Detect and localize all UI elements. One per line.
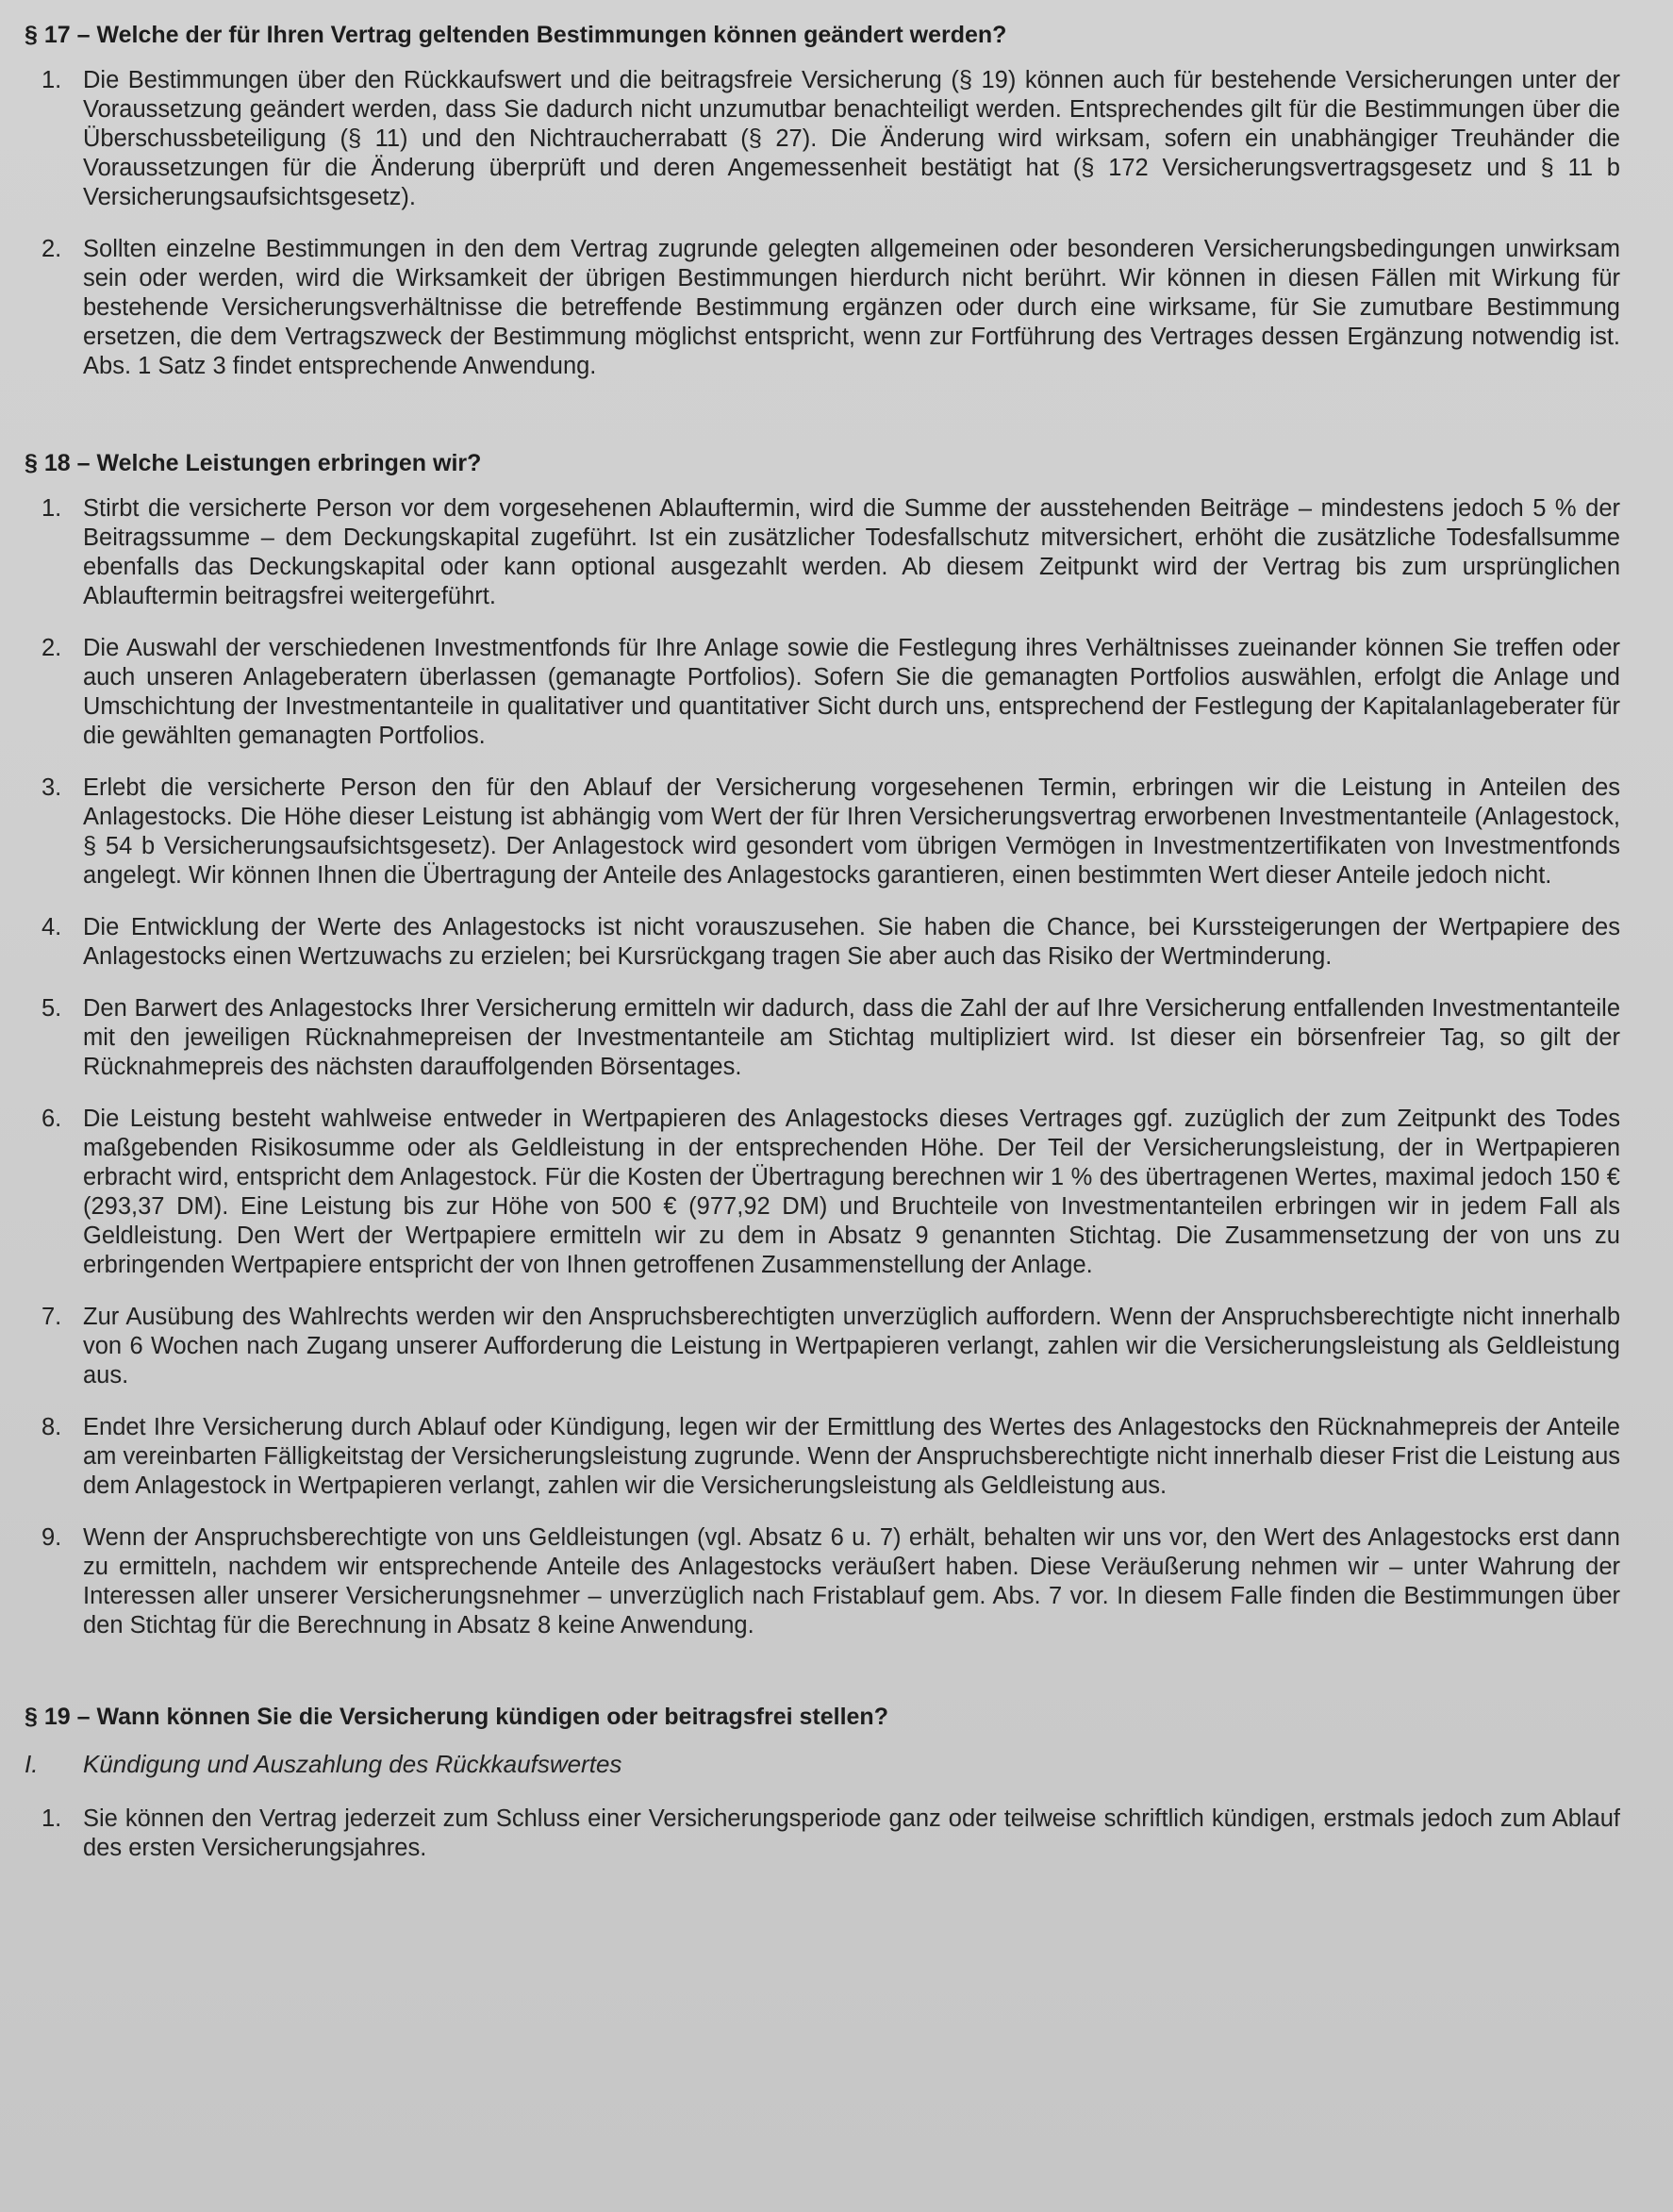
paragraph-number: 8.: [41, 1414, 62, 1440]
paragraph-number: 6.: [41, 1106, 62, 1132]
paragraph-text: Die Auswahl der verschiedenen Investmentfonds für Ihre Anlage sowie die Festlegung ihres Verhältnisses zueinander können Sie treffen oder auch unseren Anlageberatern überlassen (gemanagte Portfolios). Sofern Sie die gemanagten Portfolios auswählen, erfolgt die Anlage und Umschichtung der Investmentanteile in qualitativer und quantitativer Sicht durch uns, entsprechend der Festlegung der Kapitalanlageberater für die gewählten gemanagten Portfolios.: [83, 635, 1620, 749]
section-17: [25, 19, 1620, 381]
paragraph-text: Wenn der Anspruchsberechtigte von uns Geldleistungen (vgl. Absatz 6 u. 7) erhält, behalten wir uns vor, den Wert des Anlagestocks erst dann zu ermitteln, nachdem wir entsprechende Anteile des Anlagestocks veräußert haben. Diese Veräußerung nehmen wir – unter Wahrung der Interessen aller unserer Versicherungsnehmer – unverzüglich nach Fristablauf gem. Abs. 7 vor. In diesem Falle finden die Bestimmungen über den Stichtag für die Berechnung in Absatz 8 keine Anwendung.: [83, 1524, 1620, 1638]
paragraph-text: Die Leistung besteht wahlweise entweder in Wertpapieren des Anlagestocks dieses Vertrages ggf. zuzüglich der zum Zeitpunkt des Todes maßgebenden Risikosumme oder als Geldleistung in der entsprechenden Höhe. Der Teil der Versicherungsleistung, der in Wertpapieren erbracht wird, entspricht dem Anlagestock. Für die Kosten der Übertragung berechnen wir 1 % des übertragenen Wertes, maximal jedoch 150 € (293,37 DM). Eine Leistung bis zur Höhe von 500 € (977,92 DM) und Bruchteile von Investmentanteilen erbringen wir in jedem Fall als Geldleistung. Den Wert der Wertpapiere ermitteln wir zu dem in Absatz 9 genannten Stichtag. Die Zusammensetzung der von uns zu erbringenden Wertpapiere entspricht der von Ihnen getroffenen Zusammenstellung der Anlage.: [83, 1106, 1620, 1278]
paragraph-number: 3.: [41, 774, 62, 801]
paragraph: [25, 1413, 1620, 1501]
paragraph: [25, 913, 1620, 972]
section-title: § 18 – Welche Leistungen erbringen wir?: [25, 450, 482, 476]
paragraph: [25, 1303, 1620, 1390]
paragraph-text: Endet Ihre Versicherung durch Ablauf oder Kündigung, legen wir der Ermittlung des Wertes des Anlagestocks den Rücknahmepreis der Anteile am vereinbarten Fälligkeitstag der Versicherungsleistung zugrunde. Wenn der Anspruchsberechtigte nicht innerhalb dieser Frist die Leistung aus dem Anlagestock in Wertpapieren verlangt, zahlen wir die Versicherungsleistung als Geldleistung aus.: [83, 1414, 1620, 1499]
paragraph-number: 1.: [41, 1805, 62, 1832]
paragraph: [25, 1805, 1620, 1863]
paragraph-text: Zur Ausübung des Wahlrechts werden wir den Anspruchsberechtigten unverzüglich auffordern. Wenn der Anspruchsberechtigte nicht innerhalb von 6 Wochen nach Zugang unserer Aufforderung die Leistung in Wertpapieren verlangt, zahlen wir die Versicherungsleistung als Geldleistung aus.: [83, 1304, 1620, 1389]
paragraph-number: 2.: [41, 236, 62, 262]
paragraph-number: 9.: [41, 1524, 62, 1551]
paragraph-number: 1.: [41, 67, 62, 93]
paragraph-number: 7.: [41, 1304, 62, 1330]
paragraph-text: Den Barwert des Anlagestocks Ihrer Versicherung ermitteln wir dadurch, dass die Zahl der auf Ihre Versicherung entfallenden Investmentanteile mit den jeweiligen Rücknahmepreisen der Investmentanteile am Stichtag multipliziert wird. Ist dieser ein börsenfreier Tag, so gilt der Rücknahmepreis des nächsten darauffolgenden Börsentages.: [83, 995, 1620, 1080]
paragraph: [25, 994, 1620, 1082]
paragraph-number: 5.: [41, 995, 62, 1022]
paragraph: [25, 494, 1620, 611]
paragraph-number: 4.: [41, 914, 62, 940]
paragraph: [25, 634, 1620, 751]
paragraph-text: Sie können den Vertrag jederzeit zum Schluss einer Versicherungsperiode ganz oder teilweise schriftlich kündigen, erstmals jedoch zum Ablauf des ersten Versicherungsjahres.: [83, 1805, 1620, 1861]
paragraph-number: 2.: [41, 635, 62, 661]
paragraph: [25, 66, 1620, 212]
paragraph-text: Sollten einzelne Bestimmungen in den dem Vertrag zugrunde gelegten allgemeinen oder besonderen Versicherungsbedingungen unwirksam sein oder werden, wird die Wirksamkeit der übrigen Bestimmungen hierdurch nicht berührt. Wir können in diesen Fällen mit Wirkung für bestehende Versicherungsverhältnisse die betreffende Bestimmung ergänzen oder durch eine wirksame, für Sie zumutbare Bestimmung ersetzen, die dem Vertragszweck der Bestimmung möglichst entspricht, wenn zur Fortführung des Vertrages dessen Ergänzung notwendig ist. Abs. 1 Satz 3 findet entsprechende Anwendung.: [83, 236, 1620, 379]
section-19: [25, 1701, 1620, 1863]
paragraph-text: Erlebt die versicherte Person den für den Ablauf der Versicherung vorgesehenen Termin, erbringen wir die Leistung in Anteilen des Anlagestocks. Die Höhe dieser Leistung ist abhängig vom Wert der für Ihren Versicherungsvertrag erworbenen Investmentanteile (Anlagestock, § 54 b Versicherungsaufsichtsgesetz). Der Anlagestock wird gesondert vom übrigen Vermögen in Investmentzertifikaten von Investmentfonds angelegt. Wir können Ihnen die Übertragung der Anteile des Anlagestocks garantieren, einen bestimmten Wert dieser Anteile jedoch nicht.: [83, 774, 1620, 889]
paragraph: [25, 1523, 1620, 1640]
subsection-text: Kündigung und Auszahlung des Rückkaufswertes: [83, 1750, 622, 1778]
section-18: [25, 447, 1620, 1640]
subsection-number: I.: [25, 1750, 39, 1778]
paragraph: [25, 773, 1620, 890]
section-title: § 19 – Wann können Sie die Versicherung kündigen oder beitragsfrei stellen?: [25, 1704, 888, 1730]
paragraph: [25, 1105, 1620, 1280]
section-title: § 17 – Welche der für Ihren Vertrag geltenden Bestimmungen können geändert werden?: [25, 22, 1007, 48]
subsection-title: [25, 1748, 1620, 1780]
paragraph-number: 1.: [41, 495, 62, 522]
paragraph-text: Stirbt die versicherte Person vor dem vorgesehenen Ablauftermin, wird die Summe der ausstehenden Beiträge – mindestens jedoch 5 % der Beitragssumme – dem Deckungskapital zugeführt. Ist ein zusätzlicher Todesfallschutz mitversichert, erhöht die zusätzliche Todesfallsumme ebenfalls das Deckungskapital oder kann optional ausgezahlt werden. Ab diesem Zeitpunkt wird der Vertrag bis zum ursprünglichen Ablauftermin beitragsfrei weitergeführt.: [83, 495, 1620, 609]
paragraph-text: Die Bestimmungen über den Rückkaufswert und die beitragsfreie Versicherung (§ 19) können auch für bestehende Versicherungen unter der Voraussetzung geändert werden, dass Sie dadurch nicht unzumutbar benachteiligt werden. Entsprechendes gilt für die Bestimmungen über die Überschussbeteiligung (§ 11) und den Nichtraucherrabatt (§ 27). Die Änderung wird wirksam, sofern ein unabhängiger Treuhänder die Voraussetzungen für die Änderung überprüft und deren Angemessenheit bestätigt hat (§ 172 Versicherungsvertragsgesetz und § 11 b Versicherungsaufsichtsgesetz).: [83, 67, 1620, 210]
paragraph-text: Die Entwicklung der Werte des Anlagestocks ist nicht vorauszusehen. Sie haben die Chance, bei Kurssteigerungen der Wertpapiere des Anlagestocks einen Wertzuwachs zu erzielen; bei Kursrückgang tragen Sie aber auch das Risiko der Wertminderung.: [83, 914, 1620, 970]
paragraph: [25, 235, 1620, 381]
